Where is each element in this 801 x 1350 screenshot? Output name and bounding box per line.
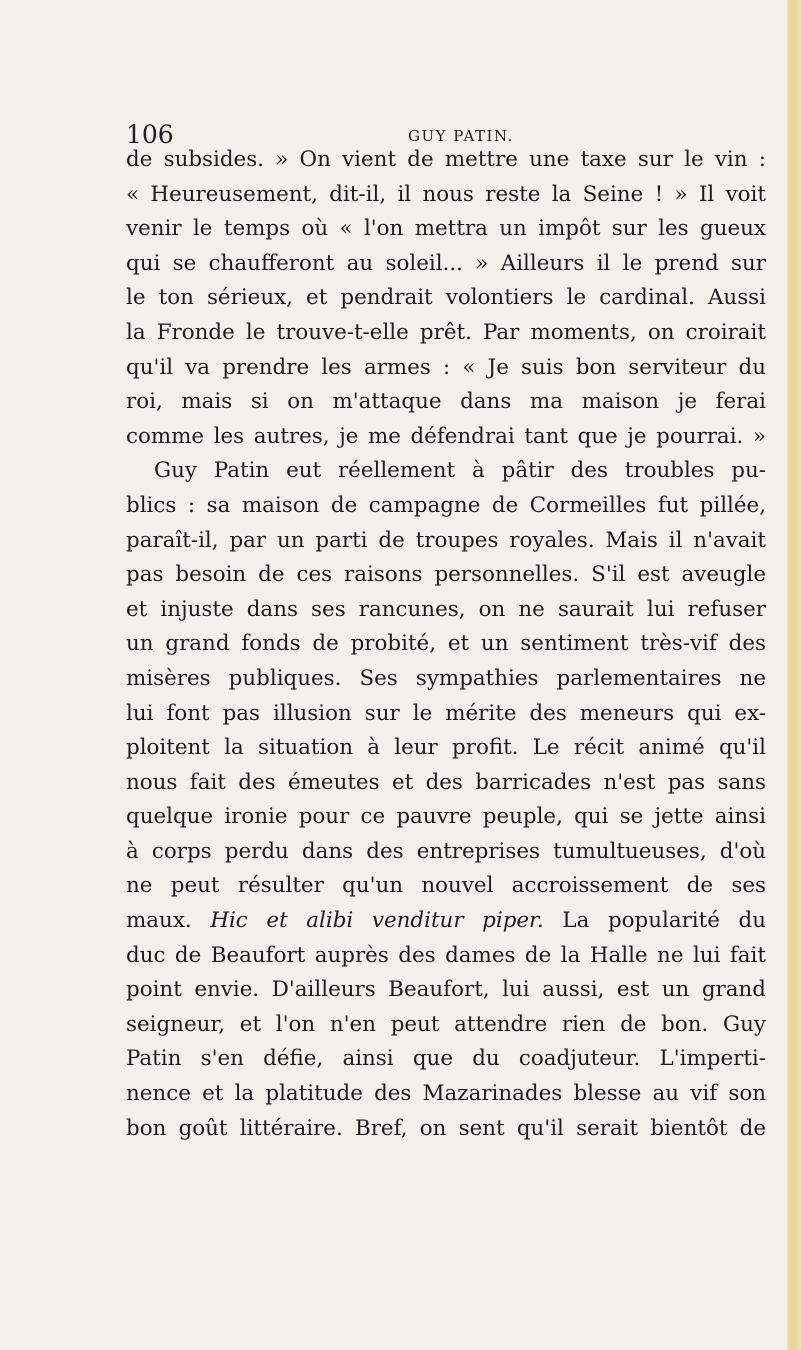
text-line: Patin s'en défie, ainsi que du coadjuteur. L'imperti- <box>126 1046 766 1072</box>
text-line: « Heureusement, dit-il, il nous reste la Seine ! » Il voit <box>126 181 766 207</box>
text-run: La popularité du <box>543 908 766 934</box>
paragraph-start-line: Guy Patin eut réellement à pâtir des troubles pu- <box>154 458 766 484</box>
text-line: la Fronde le trouve-t-elle prêt. Par moments, on croirait <box>126 319 766 345</box>
text-line: à corps perdu dans des entreprises tumultueuses, d'où <box>126 838 766 864</box>
running-head: GUY PATIN. <box>408 127 514 145</box>
latin-quotation: Hic et alibi venditur piper. <box>210 908 544 934</box>
page-number: 106 <box>126 120 174 149</box>
text-line: pas besoin de ces raisons personnelles. S'il est aveugle <box>126 562 766 588</box>
text-line: venir le temps où « l'on mettra un impôt sur les gueux <box>126 216 766 242</box>
text-line: paraît-il, par un parti de troupes royales. Mais il n'avait <box>126 527 766 553</box>
text-line: et injuste dans ses rancunes, on ne saurait lui refuser <box>126 596 766 622</box>
text-line: bon goût littéraire. Bref, on sent qu'il serait bientôt de <box>126 1115 766 1141</box>
text-line: misères publiques. Ses sympathies parlementaires ne <box>126 665 766 691</box>
text-line: qu'il va prendre les armes : « Je suis bon serviteur du <box>126 354 766 380</box>
text-line: quelque ironie pour ce pauvre peuple, qui se jette ainsi <box>126 804 766 830</box>
text-line: ploitent la situation à leur profit. Le récit animé qu'il <box>126 735 766 761</box>
text-line: le ton sérieux, et pendrait volontiers le cardinal. Aussi <box>126 285 766 311</box>
text-line: seigneur, et l'on n'en peut attendre rien de bon. Guy <box>126 1011 766 1037</box>
text-line: comme les autres, je me défendrai tant que je pourrai. » <box>126 423 766 449</box>
text-line: qui se chaufferont au soleil... » Ailleurs il le prend sur <box>126 250 766 276</box>
text-line: de subsides. » On vient de mettre une taxe sur le vin : <box>126 147 766 172</box>
text-line-with-italic <box>126 904 766 939</box>
text-line: lui font pas illusion sur le mérite des meneurs qui ex- <box>126 700 766 726</box>
text-line: blics : sa maison de campagne de Cormeilles fut pillée, <box>126 492 766 518</box>
body-text <box>126 143 766 1146</box>
page-edge <box>787 0 801 1350</box>
text-line: un grand fonds de probité, et un sentiment très-vif des <box>126 631 766 657</box>
text-line: point envie. D'ailleurs Beaufort, lui aussi, est un grand <box>126 977 766 1003</box>
text-line: duc de Beaufort auprès des dames de la Halle ne lui fait <box>126 942 766 968</box>
text-line: roi, mais si on m'attaque dans ma maison je ferai <box>126 389 766 415</box>
text-line: nous fait des émeutes et des barricades n'est pas sans <box>126 769 766 795</box>
text-line: ne peut résulter qu'un nouvel accroissement de ses <box>126 873 766 899</box>
text-line: nence et la platitude des Mazarinades blesse au vif son <box>126 1081 766 1107</box>
text-run: maux. <box>126 908 211 934</box>
